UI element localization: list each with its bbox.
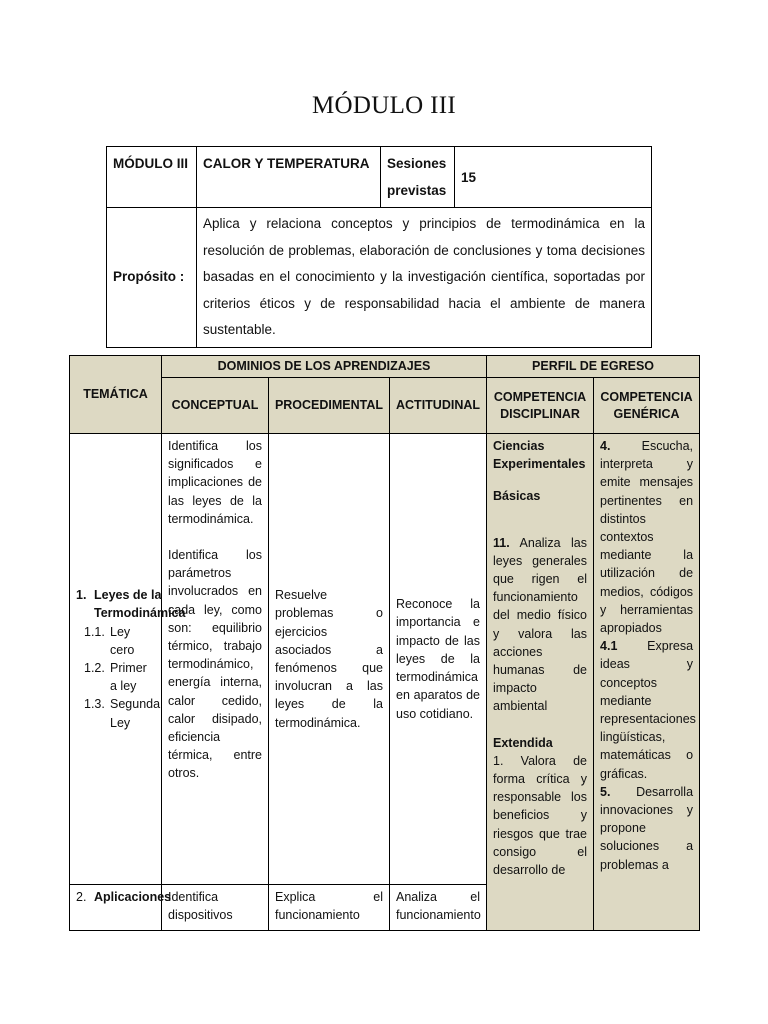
competencia-generica-cell xyxy=(594,434,700,931)
sessions-value-cell: 15 xyxy=(455,147,652,208)
conceptual-paragraph: Identifica los significados e implicaciones de las leyes de la termodinámica. xyxy=(168,439,262,526)
page-title: MÓDULO III xyxy=(312,92,456,119)
subtopic-item: 1.1. Ley cero xyxy=(84,624,135,657)
header-competencia-disciplinar: COMPETENCIA DISCIPLINAR xyxy=(487,378,594,434)
header-conceptual: CONCEPTUAL xyxy=(162,378,269,434)
purpose-label-cell: Propósito : xyxy=(107,208,197,348)
disciplinar-item: 1. Valora de forma crítica y responsable los beneficios y riesgos que trae consigo el desarrollo de xyxy=(493,753,588,878)
subtopic-item: 1.2. Primer a ley xyxy=(84,661,147,694)
actitudinal-cell-1: Reconoce la importancia e impacto de las leyes de la termodinámica en aparatos de uso cotidiano. xyxy=(390,434,487,885)
disciplinar-item: 11. Analiza las leyes generales que rigen el funcionamiento del medio físico y valora las acciones humanas de impacto ambiental xyxy=(493,535,588,714)
module-info-table xyxy=(106,146,652,348)
subtopic-list xyxy=(76,623,161,732)
competencia-disciplinar-cell xyxy=(487,434,594,931)
procedimental-cell-1: Resuelve problemas o ejercicios asociados a fenómenos que involucran a las leyes de la termodinámica. xyxy=(269,434,390,885)
disciplinar-subheading: Básicas xyxy=(493,489,541,504)
conceptual-paragraph: Identifica los parámetros involucrados en cada ley, como son: equilibrio térmico, trabajo termodinámico, energía interna, calor cedido, calor disipado, eficiencia térmica, entre otros. xyxy=(168,548,262,781)
topic-cell-2: 2. Aplicaciones xyxy=(70,885,162,931)
generica-item: 4.1 Expresa ideas y conceptos mediante representaciones lingüísticas, matemáticas o gráficas. xyxy=(600,639,696,781)
generica-item: 4. Escucha, interpreta y emite mensajes pertinentes en distintos contextos mediante la utilización de medios, códigos y herramientas apropiados xyxy=(600,439,694,636)
procedimental-cell-2: Explica el funcionamiento xyxy=(269,885,390,931)
conceptual-cell-2: Identifica dispositivos xyxy=(162,885,269,931)
purpose-text-cell: Aplica y relaciona conceptos y principios de termodinámica en la resolución de problemas, elaboración de conclusiones y toma decisiones basadas en el conocimiento y la investigación científica, soportadas por criterios éticos y de responsabilidad hacia el ambiente de manera sustentable. xyxy=(197,208,652,348)
learning-domains-table xyxy=(69,355,700,931)
header-competencia-generica: COMPETENCIA GENÉRICA xyxy=(594,378,700,434)
disciplinar-heading: Ciencias Experimentales xyxy=(493,439,586,472)
actitudinal-cell-2: Analiza el funcionamiento xyxy=(390,885,487,931)
disciplinar-subheading: Extendida xyxy=(493,735,553,750)
sessions-label-cell: Sesiones previstas xyxy=(381,147,455,208)
header-tematica: TEMÁTICA xyxy=(70,356,162,434)
subtopic-item: 1.3. Segunda Ley xyxy=(84,697,161,730)
header-procedimental: PROCEDIMENTAL xyxy=(269,378,390,434)
header-actitudinal: ACTITUDINAL xyxy=(390,378,487,434)
header-dominios: DOMINIOS DE LOS APRENDIZAJES xyxy=(162,356,487,378)
conceptual-cell-1 xyxy=(162,434,269,885)
topic-cell-1 xyxy=(70,434,186,885)
module-label-cell: MÓDULO III xyxy=(107,147,197,208)
topic-1-title: 1. Leyes de la Termodinámica xyxy=(76,588,186,621)
header-perfil: PERFIL DE EGRESO xyxy=(487,356,700,378)
module-name-cell: CALOR Y TEMPERATURA xyxy=(197,147,381,208)
generica-item: 5. Desarrolla innovaciones y propone soluciones a problemas a xyxy=(600,784,694,872)
